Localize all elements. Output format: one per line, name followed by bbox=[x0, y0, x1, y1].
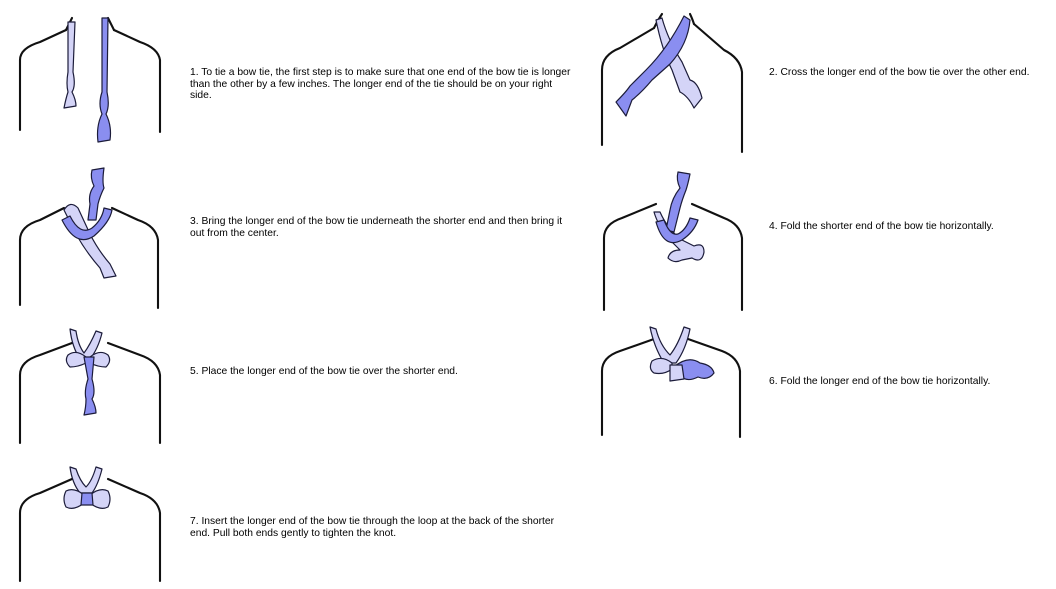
step-7-caption: 7. Insert the longer end of the bow tie through the loop at the back of the shorter end. Pull both ends gently to tighten the knot. bbox=[190, 516, 555, 539]
step-7-illustration bbox=[0, 455, 180, 589]
step-5 bbox=[0, 315, 590, 455]
shirt-outline bbox=[20, 30, 66, 130]
step-5-caption: 5. Place the longer end of the bow tie over the shorter end. bbox=[190, 366, 458, 377]
step-2-illustration bbox=[590, 0, 760, 160]
step-1-caption: 1. To tie a bow tie, the first step is to make sure that one end of the bow tie is longer than the other by a few inches. The longer end of the tie should be on your right side. bbox=[190, 67, 571, 101]
tie-long-end bbox=[88, 168, 104, 220]
collar-right bbox=[690, 14, 694, 24]
tie-long-end bbox=[84, 357, 96, 415]
shirt-outline bbox=[20, 208, 64, 305]
tie-long-end bbox=[666, 172, 690, 232]
step-5-illustration bbox=[0, 315, 180, 455]
shirt-outline bbox=[694, 24, 742, 152]
step-6 bbox=[590, 315, 1056, 445]
step-4-illustration bbox=[590, 160, 760, 315]
step-1 bbox=[0, 0, 590, 150]
shirt-outline bbox=[112, 208, 158, 308]
step-1-illustration bbox=[0, 0, 180, 150]
tie-long-end bbox=[98, 18, 111, 142]
step-2-caption: 2. Cross the longer end of the bow tie over the other end. bbox=[769, 67, 1030, 78]
shirt-outline bbox=[602, 339, 654, 435]
tie-bow-left bbox=[66, 352, 86, 367]
collar-right bbox=[108, 18, 114, 30]
step-3-illustration bbox=[0, 160, 180, 315]
tie-collar-band bbox=[650, 327, 690, 363]
step-6-caption: 6. Fold the longer end of the bow tie horizontally. bbox=[769, 376, 991, 387]
step-2 bbox=[590, 0, 1056, 160]
step-3-caption: 3. Bring the longer end of the bow tie underneath the shorter end and then bring it out from the center. bbox=[190, 216, 563, 239]
shirt-outline bbox=[20, 343, 72, 443]
tie-knot bbox=[670, 365, 684, 381]
step-4 bbox=[590, 160, 1056, 315]
shirt-outline bbox=[604, 204, 656, 310]
tie-short-end bbox=[64, 22, 76, 108]
shirt-outline bbox=[108, 343, 160, 443]
shirt-outline bbox=[108, 479, 160, 581]
step-3 bbox=[0, 160, 590, 315]
shirt-outline bbox=[688, 339, 740, 437]
tie-knot bbox=[81, 493, 93, 505]
shirt-outline bbox=[114, 30, 160, 132]
step-6-illustration bbox=[590, 315, 760, 445]
step-7 bbox=[0, 455, 590, 589]
step-4-caption: 4. Fold the shorter end of the bow tie horizontally. bbox=[769, 221, 994, 232]
tie-collar-band bbox=[70, 467, 102, 493]
tie-bow-left bbox=[650, 358, 672, 373]
